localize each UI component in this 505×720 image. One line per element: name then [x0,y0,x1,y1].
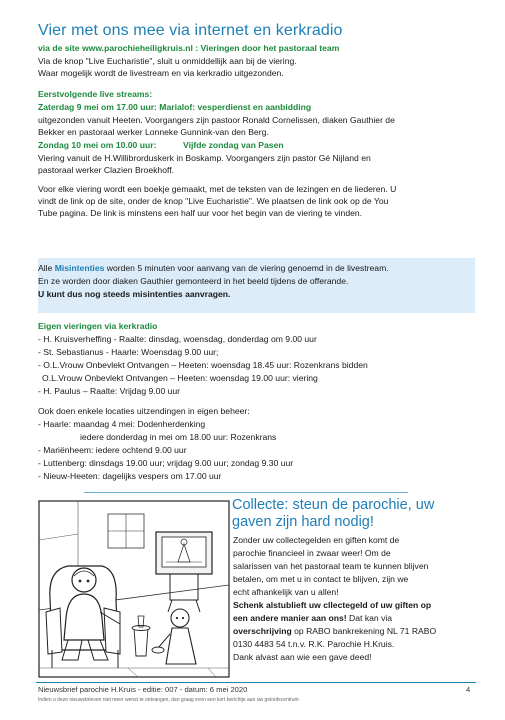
stream-1-line-2: Bekker en pastoraal werker Lonneke Gunnink-van den Berg. [38,127,269,137]
collecte-bold-1: Schenk alstublieft uw cllectegeld of uw giften op [233,600,432,610]
section-divider [84,492,408,493]
site-link-line[interactable]: via de site www.parochieheiligkruis.nl : Vieringen door het pastoraal team [38,43,340,53]
stream-2-line-2: pastoraal werker Clazien Broekhoff. [38,165,174,175]
kerkradio-item-2: - St. Sebastianus - Haarle: Woensdag 9.00 uur; [38,347,219,357]
misintenties-line-2: En ze worden door diaken Gauthier gemonteerd in het beeld tijdens de offerande. [38,276,349,286]
kerkradio-item-4: O.L.Vrouw Onbevlekt Ontvangen – Heeten: woensdag 19.00 uur: viering [42,373,318,383]
misintenties-line-1 [38,262,389,274]
kerkradio-item-1: - H. Kruisverheffing - Raalte: dinsdag, woensdag, donderdag om 9.00 uur [38,334,317,344]
stream-1-heading: Zaterdag 9 mei om 17.00 uur: Marialof: vesperdienst en aanbidding [38,102,312,112]
collecte-body-1: Zonder uw collectegelden en giften komt de [233,535,400,545]
stream-1-line-1: uitgezonden vanuit Heeten. Voorgangers zijn pastoor Ronald Cornelissen, diaken Gauthier de [38,115,395,125]
collecte-body-3: salarissen van het pastoraal team te kunnen blijven [233,561,429,571]
collecte-body-2: parochie financieel in zwaar weer! Om de [233,548,391,558]
eigen-beheer-item-4: - Luttenberg: dinsdags 19.00 uur; vrijdag 9.00 uur; zondag 9.30 uur [38,458,294,468]
intro-line-2: Waar mogelijk wordt de livestream en via kerkradio uitgezonden. [38,68,284,78]
intro-line-1: Via de knop "Live Eucharistie", sluit u onmiddellijk aan bij de viering. [38,56,297,66]
misintenties-pre: Alle [38,263,55,273]
collecte-title-line-1: Collecte: steun de parochie, uw [232,497,435,513]
eigen-beheer-item-5: - Nieuw-Heeten: dagelijks vespers om 17.00 uur [38,471,222,481]
booklet-line-1: Voor elke viering wordt een boekje gemaakt, met de teksten van de lezingen en de liederen. U [38,184,397,194]
stream-2-heading-date: Zondag 10 mei om 10.00 uur: [38,140,157,150]
collecte-title-line-2: gaven zijn hard nodig! [232,514,374,530]
page-title: Vier met ons mee via internet en kerkradio [38,22,343,39]
misintenties-line-3: U kunt dus nog steeds misintenties aanvragen. [38,289,231,299]
kerkradio-item-5: - H. Paulus – Raalte: Vrijdag 9.00 uur [38,386,181,396]
collecte-account: 0130 4483 54 t.n.v. R.K. Parochie H.Kruis. [233,639,395,649]
footer-divider [36,682,476,683]
collecte-transfer-line [233,625,436,637]
eigen-beheer-intro: Ook doen enkele locaties uitzendingen in eigen beheer: [38,406,250,416]
collecte-body-4: betalen, om met u in contact te blijven, zijn we [233,574,409,584]
collecte-bold-2-line [233,612,392,624]
collecte-thanks: Dank alvast aan wie een gave deed! [233,652,372,662]
stream-2-heading-title: Vijfde zondag van Pasen [183,140,284,150]
misintenties-highlight: Misintenties [54,263,105,273]
footer-small-text: Indien u deze nieuwsbrieven niet meer wenst te ontvangen, dan graag even een kort berichtje aan uw geloofscentrum [38,697,299,703]
collecte-transfer-rest: op RABO bankrekening NL 71 RABO [291,626,437,636]
page-number: 4 [466,685,471,694]
booklet-line-2: vindt de link op de site, onder de knop "Live Eucharistie". We plaatsen de link ook op de You [38,196,389,206]
kerkradio-heading: Eigen vieringen via kerkradio [38,321,158,331]
stream-2-line-1: Viering vanuit de H.Willibrorduskerk in Boskamp. Voorgangers zijn pastor Gé Nijland en [38,153,371,163]
collecte-transfer-bold: overschrijving [233,626,292,636]
booklet-line-3: Tube pagina. De link is minstens een half uur voor het begin van de viering te vinden. [38,208,363,218]
live-streams-heading: Eerstvolgende live streams: [38,89,153,99]
kerkradio-item-3: - O.L.Vrouw Onbevlekt Ontvangen – Heeten: woensdag 18.45 uur: Rozenkrans bidden [38,360,368,370]
footer-text: Nieuwsbrief parochie H.Kruis - editie: 007 - datum: 6 mei 2020 [38,685,248,694]
collecte-bold-tail: Dat kan via [346,613,393,623]
cartoon-illustration [38,500,230,678]
collecte-bold-2: een andere manier aan ons! [233,613,347,623]
misintenties-post: worden 5 minuten voor aanvang van de viering genoemd in de livestream. [104,263,389,273]
eigen-beheer-item-3: - Mariënheem: iedere ochtend 9.00 uur [38,445,187,455]
eigen-beheer-item-2: iedere donderdag in mei om 18.00 uur: Rozenkrans [80,432,277,442]
collecte-body-5: echt afhankelijk van u allen! [233,587,339,597]
eigen-beheer-item-1: - Haarle: maandag 4 mei: Dodenherdenking [38,419,206,429]
